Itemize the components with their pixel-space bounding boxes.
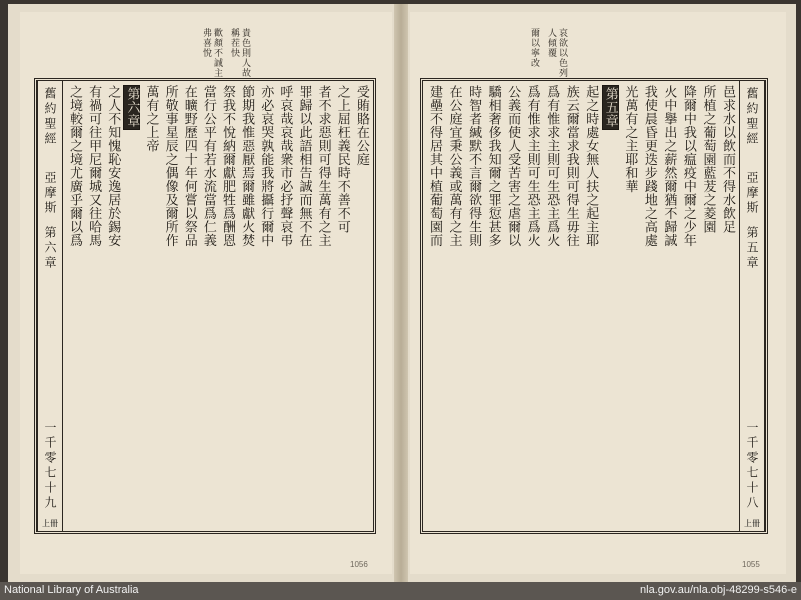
text-column: 呼哀哉哀哉衆市必抒聲哀弔 (277, 85, 293, 247)
chapter-heading-column (123, 85, 140, 525)
text-column: 驕相奢侈我知爾之罪愆甚多 (485, 85, 501, 247)
library-credit: National Library of Australia (4, 584, 139, 596)
right-margin-column (739, 81, 765, 531)
book-spread (8, 4, 796, 582)
text-column: 祭我不悅納爾獻肥牲爲酬恩 (220, 85, 235, 247)
text-column: 之境較爾之境尤廣乎爾以爲 (67, 85, 82, 247)
text-column: 者不求惡則可得生萬有之主 (315, 85, 331, 247)
right-body-columns (423, 81, 739, 531)
top-note: 歡顏不誠主弗喜悅 (201, 28, 222, 78)
text-column: 之上屈枉義民時不善不可 (334, 85, 350, 234)
left-page (20, 12, 392, 574)
running-title: 舊約聖經 (43, 87, 57, 147)
text-column: 亦必哀哭孰能我將攝行爾中 (258, 85, 274, 247)
text-column: 萬有之上帝 (143, 85, 159, 153)
chapter-heading-column (602, 85, 619, 525)
book-name: 亞摩斯 (745, 171, 759, 216)
text-column: 族云爾當求我則可得生毋往 (563, 85, 579, 247)
text-column: 光萬有之主耶和華 (622, 85, 638, 193)
volume-label: 上冊 (744, 519, 760, 528)
chapter-label: 第六章 (43, 226, 57, 271)
chapter-heading: 第六章 (124, 87, 140, 128)
text-column: 邑求水以飲而不得水飲足 (719, 85, 735, 234)
chapter-heading: 第五章 (602, 87, 618, 128)
left-margin-column (37, 81, 63, 531)
text-column: 我使晨昏更迭步踐地之高處 (641, 85, 657, 247)
left-text-frame (34, 78, 376, 534)
right-top-notes (528, 28, 567, 78)
text-column: 所植之葡萄園藍茇之菱園 (700, 85, 716, 234)
text-column: 所敬事星辰之偶像及爾所作 (162, 85, 178, 247)
text-column: 罪歸以此語相告誠而無不在 (296, 85, 312, 247)
pencil-mark: 1055 (742, 560, 760, 569)
text-column: 降爾中我以瘟疫中爾之少年 (680, 85, 696, 247)
text-column: 起之時處女無人扶之起主耶 (583, 85, 599, 247)
right-page (410, 12, 786, 574)
pencil-mark: 1056 (350, 560, 368, 569)
left-top-notes (200, 28, 250, 78)
book-name: 亞摩斯 (43, 171, 57, 216)
text-column: 火中擧出之薪然爾猶不歸誠 (661, 85, 677, 247)
footer-bar (0, 582, 801, 600)
top-note: 爾以寧改 (529, 28, 539, 68)
top-note: 哀欲以色列人傾覆 (546, 28, 567, 78)
page-number: 一千零七十九 (43, 421, 57, 511)
text-column: 在公庭宜秉公義或萬有之主 (446, 85, 462, 247)
text-column: 當行公平有若水流當爲仁義 (200, 85, 216, 247)
text-column: 節期我惟惡厭焉爾雖獻火焚 (239, 85, 255, 247)
text-column: 公義而使人受苦害之虐爾以 (505, 85, 521, 247)
chapter-label: 第五章 (745, 226, 759, 271)
right-text-frame (420, 78, 768, 534)
volume-label: 上冊 (42, 519, 58, 528)
text-column: 在曠野歷四十年何嘗以祭品 (181, 85, 197, 247)
text-column: 時智者緘默不言爾欲得生則 (466, 85, 482, 247)
text-column: 受賄賂在公庭 (353, 85, 369, 166)
running-title: 舊約聖經 (745, 87, 759, 147)
record-url[interactable]: nla.gov.au/nla.obj-48299-s546-e (640, 584, 797, 596)
page-number: 一千零七十八 (745, 421, 759, 511)
text-column: 建壘不得居其中植葡萄園而 (427, 85, 442, 247)
text-column: 爲有惟求主則可生恐主爲火 (544, 85, 560, 247)
text-column: 爲有惟求主則可生恐主爲火 (524, 85, 540, 247)
text-column: 有禍可往甲尼爾城又往哈馬 (86, 85, 102, 247)
left-body-columns (63, 81, 373, 531)
text-column: 之人不知愧恥安逸居於錫安 (105, 85, 121, 247)
gutter (394, 4, 408, 582)
top-note: 貴色則人故稱茬快 (229, 28, 250, 78)
